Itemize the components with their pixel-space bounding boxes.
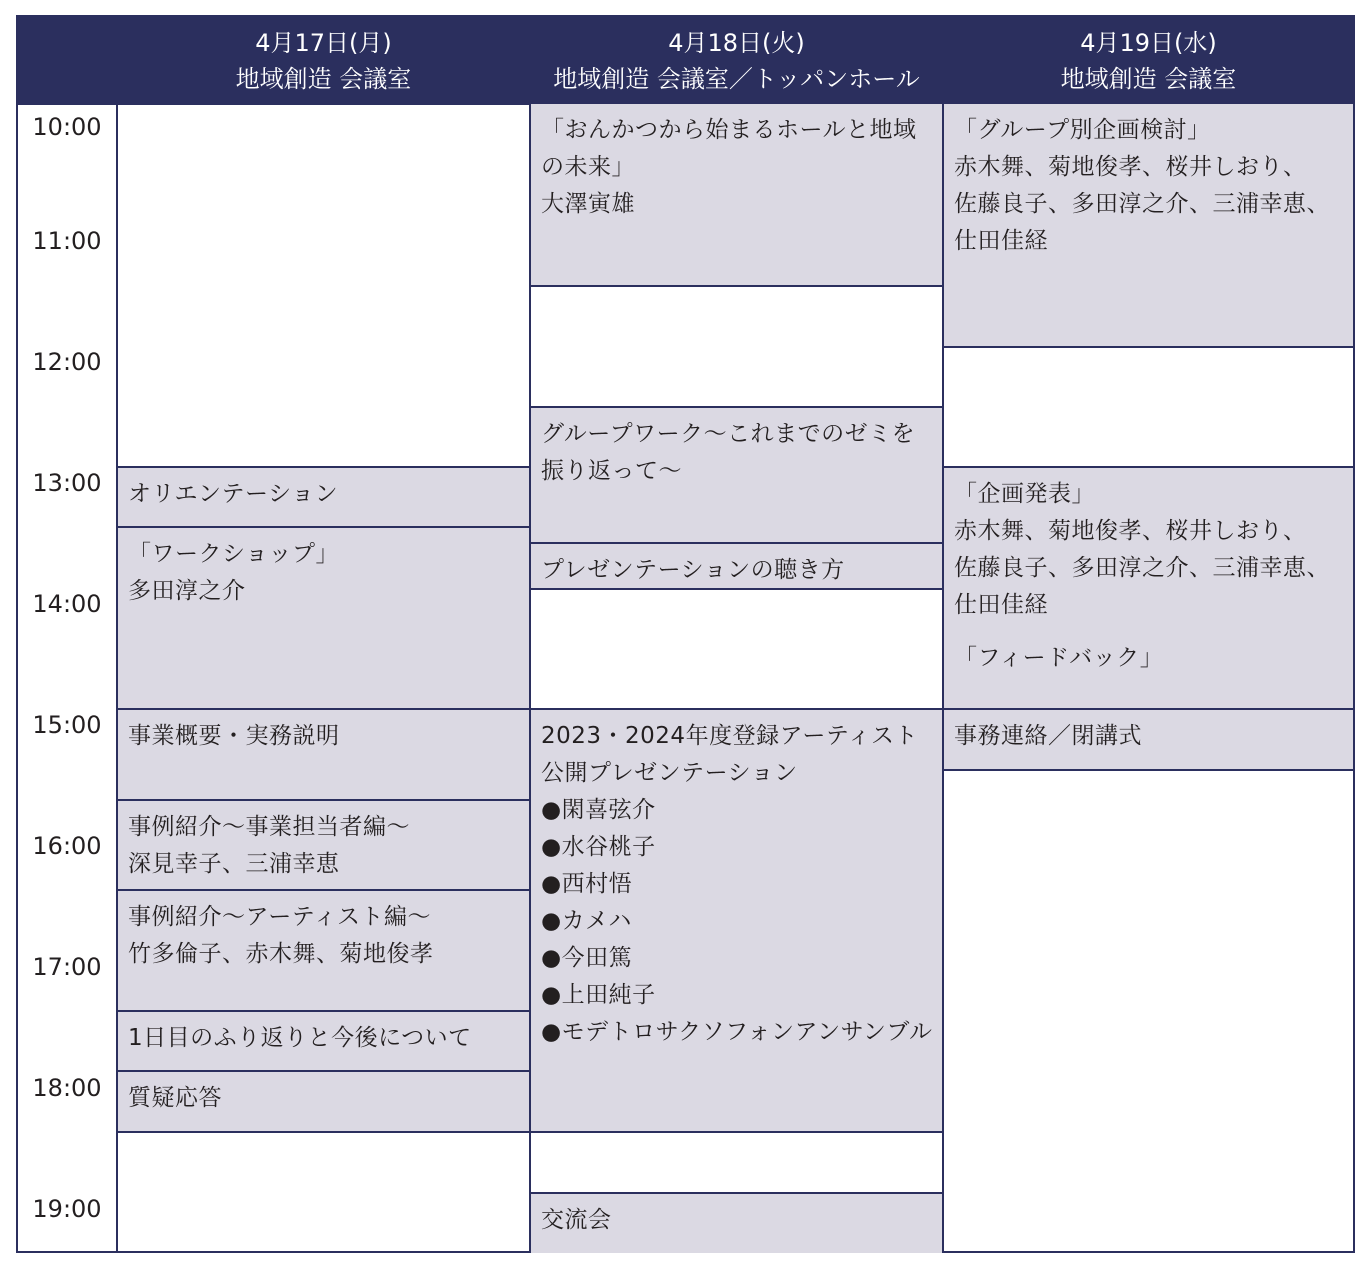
day1-room: 地域創造 会議室	[235, 65, 412, 93]
event-title: の未来」	[541, 154, 635, 180]
event-title: 事務連絡／閉講式	[954, 723, 1142, 749]
time-label: 12:00	[32, 348, 102, 376]
header-day2	[531, 17, 942, 105]
event-orientation	[118, 466, 529, 528]
event-speaker: 仕田佳経	[954, 228, 1048, 254]
day1-date: 4月17日(月)	[255, 29, 392, 57]
event-title: 事業概要・実務説明	[128, 723, 340, 749]
event-speaker: 赤木舞、菊地俊孝、桜井しおり、	[954, 154, 1307, 180]
artist-item: ●今田篤	[541, 945, 633, 971]
artist-item: ●カメハ	[541, 908, 632, 934]
event-closing	[944, 708, 1353, 771]
event-speaker: 大澤寅雄	[541, 191, 635, 217]
day2-room: 地域創造 会議室／トッパンホール	[553, 65, 920, 93]
event-case-artist	[118, 889, 529, 1012]
event-title: 1日目のふり返りと今後について	[128, 1025, 472, 1051]
time-label: 19:00	[32, 1195, 102, 1223]
event-plan-presentation	[944, 466, 1353, 710]
event-public-presentation	[531, 708, 942, 1133]
artist-item: ●閑喜弦介	[541, 797, 656, 823]
event-title: 2023・2024年度登録アーティスト	[541, 723, 919, 749]
artist-item: ●西村悟	[541, 871, 633, 897]
header-day1	[118, 17, 529, 105]
event-speaker: 赤木舞、菊地俊孝、桜井しおり、	[954, 518, 1307, 544]
day2-date: 4月18日(火)	[668, 29, 805, 57]
event-groupwork	[531, 406, 942, 544]
event-group-planning	[944, 104, 1353, 348]
event-speaker: 竹多倫子、赤木舞、菊地俊孝	[128, 941, 434, 967]
event-speaker: 深見幸子、三浦幸恵	[128, 851, 340, 877]
event-title: 「ワークショップ」	[128, 541, 340, 567]
event-reception	[531, 1192, 942, 1253]
time-label: 10:00	[32, 113, 102, 141]
event-title: 「企画発表」	[954, 481, 1095, 507]
header-day3	[944, 17, 1353, 105]
event-title: 事例紹介〜アーティスト編〜	[128, 904, 431, 930]
event-qa	[118, 1070, 529, 1133]
event-title: オリエンテーション	[128, 481, 339, 507]
time-label: 11:00	[32, 227, 102, 255]
event-title: 質疑応答	[128, 1085, 222, 1111]
event-title: 振り返って〜	[541, 458, 682, 484]
time-label: 15:00	[32, 711, 102, 739]
time-label: 13:00	[32, 469, 102, 497]
event-title: グループワーク〜これまでのゼミを	[541, 421, 916, 447]
event-lecture	[531, 104, 942, 287]
event-speaker: 仕田佳経	[954, 592, 1048, 618]
time-label: 14:00	[32, 590, 102, 618]
event-case-staff	[118, 799, 529, 891]
schedule-table	[16, 15, 1355, 1253]
event-title: 「おんかつから始まるホールと地域	[541, 117, 917, 143]
event-title: プレゼンテーションの聴き方	[541, 557, 845, 583]
time-label: 16:00	[32, 832, 102, 860]
day3-date: 4月19日(水)	[1080, 29, 1217, 57]
event-review	[118, 1010, 529, 1072]
event-title: 「グループ別企画検討」	[954, 117, 1211, 143]
event-workshop	[118, 526, 529, 710]
day3-room: 地域創造 会議室	[1060, 65, 1237, 93]
artist-item: ●水谷桃子	[541, 834, 656, 860]
event-listening	[531, 542, 942, 590]
event-speaker: 佐藤良子、多田淳之介、三浦幸恵、	[954, 555, 1330, 581]
time-label: 17:00	[32, 953, 102, 981]
event-title: 公開プレゼンテーション	[541, 760, 798, 786]
event-title: 事例紹介〜事業担当者編〜	[128, 814, 410, 840]
event-title: 交流会	[541, 1207, 612, 1233]
time-label: 18:00	[32, 1074, 102, 1102]
artist-item: ●モデトロサクソフォンアンサンブル	[541, 1019, 933, 1045]
event-speaker: 佐藤良子、多田淳之介、三浦幸恵、	[954, 191, 1330, 217]
event-speaker: 多田淳之介	[128, 578, 246, 604]
event-overview	[118, 708, 529, 801]
header-time-corner	[18, 17, 116, 105]
artist-item: ●上田純子	[541, 982, 656, 1008]
event-title: 「フィードバック」	[954, 645, 1164, 671]
